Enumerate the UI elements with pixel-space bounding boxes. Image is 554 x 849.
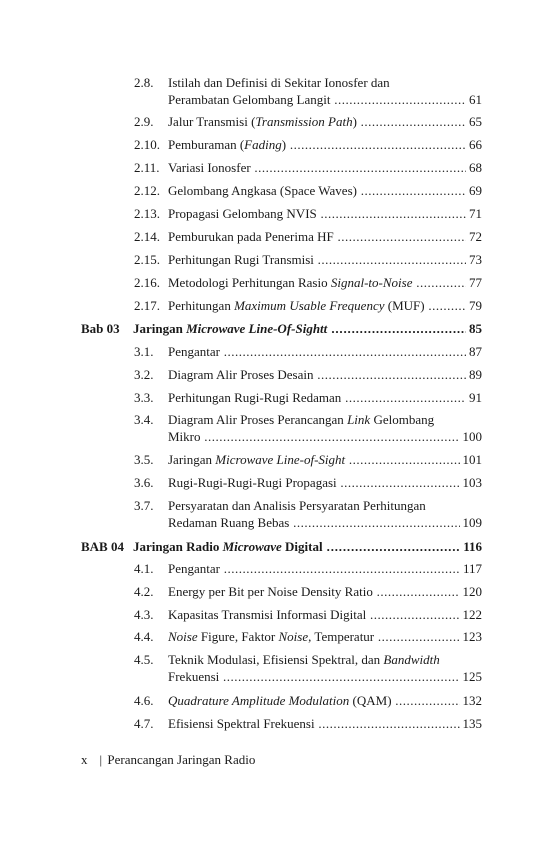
section-number: 2.17. bbox=[134, 298, 160, 313]
section-title: Frekuensi ..... bbox=[168, 668, 482, 685]
toc-entry bbox=[0, 182, 554, 199]
toc-entry bbox=[0, 560, 554, 577]
toc-entry bbox=[0, 159, 554, 176]
section-title: Jaringan Microwave Line-of-Sight ..... bbox=[168, 451, 482, 468]
section-title: Perhitungan Rugi-Rugi Redaman ..... bbox=[168, 389, 482, 406]
toc-entry bbox=[0, 74, 554, 91]
section-number: 3.1. bbox=[134, 344, 154, 359]
toc-entry-continuation bbox=[0, 428, 554, 445]
page-number: 71 bbox=[466, 205, 482, 222]
toc-entry bbox=[0, 320, 554, 337]
toc-entry bbox=[0, 651, 554, 668]
section-number: 4.3. bbox=[134, 607, 154, 622]
page-number: 87 bbox=[466, 343, 482, 360]
toc-entry bbox=[0, 606, 554, 623]
toc-entry bbox=[0, 538, 554, 555]
section-number: 2.16. bbox=[134, 275, 160, 290]
section-title: Pemburukan pada Penerima HF ..... bbox=[168, 228, 482, 245]
page-number: 135 bbox=[460, 715, 483, 732]
section-title: Pemburaman (Fading) ..... bbox=[168, 136, 482, 153]
section-title: Efisiensi Spektral Frekuensi ..... bbox=[168, 715, 482, 732]
section-title: Energy per Bit per Noise Density Ratio ..... bbox=[168, 583, 482, 600]
footer-separator: | bbox=[99, 752, 103, 767]
toc-entry bbox=[0, 583, 554, 600]
section-title: Perhitungan Maximum Usable Frequency (MUF) ..... bbox=[168, 297, 482, 314]
page-number: 120 bbox=[460, 583, 483, 600]
footer-page-numeral: x bbox=[81, 752, 88, 767]
section-title: Mikro ..... bbox=[168, 428, 482, 445]
page-number: 61 bbox=[466, 91, 482, 108]
section-number: 2.11. bbox=[134, 160, 160, 175]
section-number: 4.4. bbox=[134, 629, 154, 644]
section-number: 2.13. bbox=[134, 206, 160, 221]
toc-entry bbox=[0, 474, 554, 491]
section-title: Rugi-Rugi-Rugi-Rugi Propagasi ..... bbox=[168, 474, 482, 491]
page-number: 125 bbox=[460, 668, 483, 685]
page-number: 79 bbox=[466, 297, 482, 314]
page-number: 123 bbox=[460, 628, 483, 645]
toc-entry-continuation bbox=[0, 91, 554, 108]
section-title: Persyaratan dan Analisis Persyaratan Perhitungan bbox=[168, 498, 426, 513]
toc-entry bbox=[0, 628, 554, 645]
section-number: 4.2. bbox=[134, 584, 154, 599]
footer-book-title: Perancangan Jaringan Radio bbox=[107, 752, 256, 767]
section-title: Perambatan Gelombang Langit ..... bbox=[168, 91, 482, 108]
toc-entry bbox=[0, 136, 554, 153]
toc-entry bbox=[0, 411, 554, 428]
toc-entry bbox=[0, 715, 554, 732]
section-title: Teknik Modulasi, Efisiensi Spektral, dan Bandwidth bbox=[168, 652, 440, 667]
chapter-number: Bab 03 bbox=[81, 321, 120, 336]
section-number: 4.6. bbox=[134, 693, 154, 708]
page-number: 72 bbox=[466, 228, 482, 245]
toc-entry bbox=[0, 205, 554, 222]
section-number: 2.8. bbox=[134, 75, 154, 90]
section-title: Pengantar ..... bbox=[168, 560, 482, 577]
page-number: 103 bbox=[460, 474, 483, 491]
section-number: 3.7. bbox=[134, 498, 154, 513]
section-number: 4.1. bbox=[134, 561, 154, 576]
page-number: 122 bbox=[460, 606, 483, 623]
section-number: 3.5. bbox=[134, 452, 154, 467]
section-title: Propagasi Gelombang NVIS ..... bbox=[168, 205, 482, 222]
page-number: 117 bbox=[460, 560, 482, 577]
section-title: Perhitungan Rugi Transmisi ..... bbox=[168, 251, 482, 268]
toc-entry bbox=[0, 228, 554, 245]
section-title: Diagram Alir Proses Desain ..... bbox=[168, 366, 482, 383]
toc-entry bbox=[0, 451, 554, 468]
section-number: 2.12. bbox=[134, 183, 160, 198]
toc-entry bbox=[0, 692, 554, 709]
section-number: 2.14. bbox=[134, 229, 160, 244]
page-number: 66 bbox=[466, 136, 482, 153]
section-number: 3.2. bbox=[134, 367, 154, 382]
section-number: 2.10. bbox=[134, 137, 160, 152]
toc-entry-continuation bbox=[0, 514, 554, 531]
page-number: 89 bbox=[466, 366, 482, 383]
toc-entry bbox=[0, 343, 554, 360]
section-title: Kapasitas Transmisi Informasi Digital ..... bbox=[168, 606, 482, 623]
section-title: Noise Figure, Faktor Noise, Temperatur ..... bbox=[168, 628, 482, 645]
section-number: 3.4. bbox=[134, 412, 154, 427]
section-title: Variasi Ionosfer ..... bbox=[168, 159, 482, 176]
page-number: 109 bbox=[460, 514, 483, 531]
section-title: Jalur Transmisi (Transmission Path) ..... bbox=[168, 113, 482, 130]
section-title: Diagram Alir Proses Perancangan Link Gelombang bbox=[168, 412, 435, 427]
section-title: Pengantar ..... bbox=[168, 343, 482, 360]
toc-entry bbox=[0, 497, 554, 514]
section-title: Gelombang Angkasa (Space Waves) ..... bbox=[168, 182, 482, 199]
toc-entry bbox=[0, 274, 554, 291]
section-number: 4.7. bbox=[134, 716, 154, 731]
section-title: Quadrature Amplitude Modulation (QAM) ..... bbox=[168, 692, 482, 709]
page-number: 100 bbox=[460, 428, 483, 445]
toc-entry-continuation bbox=[0, 668, 554, 685]
section-number: 2.15. bbox=[134, 252, 160, 267]
page-number: 77 bbox=[466, 274, 482, 291]
page-number: 73 bbox=[466, 251, 482, 268]
toc-entry bbox=[0, 251, 554, 268]
toc-entry bbox=[0, 297, 554, 314]
page-number: 65 bbox=[466, 113, 482, 130]
page-number: 85 bbox=[466, 320, 482, 337]
chapter-title: Jaringan Radio Microwave Digital ..... bbox=[133, 538, 482, 555]
page-number: 91 bbox=[466, 389, 482, 406]
page-number: 101 bbox=[460, 451, 483, 468]
section-number: 3.6. bbox=[134, 475, 154, 490]
section-title: Redaman Ruang Bebas ..... bbox=[168, 514, 482, 531]
section-number: 4.5. bbox=[134, 652, 154, 667]
page-footer bbox=[81, 751, 255, 768]
section-title: Metodologi Perhitungan Rasio Signal-to-Noise ..... bbox=[168, 274, 482, 291]
page-number: 116 bbox=[460, 538, 482, 555]
section-number: 3.3. bbox=[134, 390, 154, 405]
section-number: 2.9. bbox=[134, 114, 154, 129]
toc-entry bbox=[0, 389, 554, 406]
section-title: Istilah dan Definisi di Sekitar Ionosfer dan bbox=[168, 75, 390, 90]
chapter-title: Jaringan Microwave Line-Of-Sightt ..... bbox=[133, 320, 482, 337]
toc-entry bbox=[0, 113, 554, 130]
chapter-number: BAB 04 bbox=[81, 539, 124, 554]
page-number: 132 bbox=[460, 692, 483, 709]
page-number: 69 bbox=[466, 182, 482, 199]
toc-entry bbox=[0, 366, 554, 383]
page-number: 68 bbox=[466, 159, 482, 176]
